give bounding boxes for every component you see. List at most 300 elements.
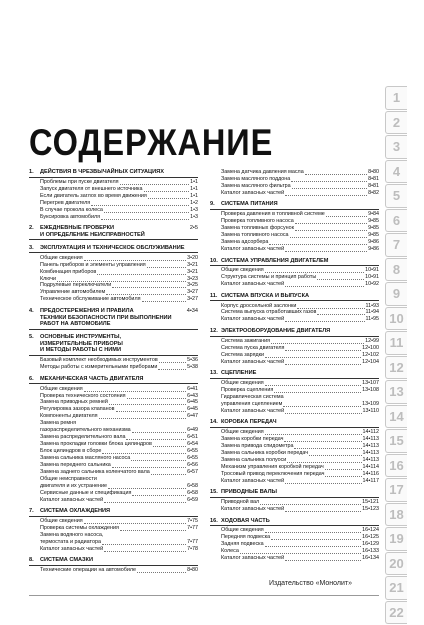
toc-entry-title: Общие сведения xyxy=(221,267,264,274)
toc-entry-title: Базовый комплект необходимых инструментов xyxy=(40,357,158,364)
section-tab-7[interactable]: 7 xyxy=(385,233,407,257)
toc-entry-title: Замена коробки передач xyxy=(221,436,284,443)
toc-entry[interactable] xyxy=(29,386,198,393)
toc-entry[interactable] xyxy=(29,427,198,434)
toc-section-title: ЭКСПЛУАТАЦИЯ И ТЕХНИЧЕСКОЕ ОБСЛУЖИВАНИЕ xyxy=(40,244,185,251)
toc-section-title: ПРЕДОСТЕРЕЖЕНИЯ И ПРАВИЛА ТЕХНИКИ БЕЗОПАСНОСТИ ПРИ ВЫПОЛНЕНИИ РАБОТ НА АВТОМОБИЛЕ xyxy=(40,307,172,328)
dot-leader xyxy=(297,303,364,309)
toc-entry-title: Запуск двигателя от внешнего источника xyxy=(40,185,143,192)
dot-leader xyxy=(126,434,186,440)
toc-entry[interactable] xyxy=(29,255,198,262)
dot-leader xyxy=(120,179,190,185)
toc-entry-title: Замена масляного фильтра xyxy=(221,182,291,189)
toc-entry-title: Управление автомобилем xyxy=(40,289,106,296)
toc-entry-page: 7•78 xyxy=(187,545,198,552)
toc-continuation xyxy=(210,169,379,197)
toc-entry-title: Каталог запасных частей xyxy=(40,496,104,503)
dot-leader xyxy=(317,274,364,280)
dot-leader xyxy=(101,214,189,220)
toc-entry-title: Проверка топливного насоса xyxy=(221,218,294,225)
section-tab-6[interactable]: 6 xyxy=(385,209,407,233)
toc-entry[interactable] xyxy=(29,567,198,574)
toc-entry-title: Каталог запасных частей xyxy=(221,189,285,196)
toc-entry[interactable] xyxy=(29,448,198,455)
toc-entry[interactable] xyxy=(29,179,198,186)
toc-section-number: 4. xyxy=(29,307,34,314)
toc-entry-page: 1•1 xyxy=(190,178,198,185)
toc-entry[interactable] xyxy=(210,338,379,345)
section-tab-19[interactable]: 19 xyxy=(385,527,407,551)
dot-leader xyxy=(265,352,361,358)
toc-section-title: ОСНОВНЫЕ ИНСТРУМЕНТЫ, ИЗМЕРИТЕЛЬНЫЕ ПРИБОРЫ И МЕТОДЫ РАБОТЫ С НИМИ xyxy=(40,334,123,354)
toc-entry[interactable] xyxy=(210,555,379,562)
section-tab-13[interactable]: 13 xyxy=(385,380,407,404)
toc-entry-title: газораспределительного механизма xyxy=(40,427,131,434)
toc-entry[interactable] xyxy=(210,316,379,323)
toc-section-heading[interactable] xyxy=(29,225,198,240)
toc-entry-page: 9•85 xyxy=(368,225,379,232)
toc-entry-page: 12•99 xyxy=(365,337,379,344)
toc-section-number: 5. xyxy=(29,334,34,341)
dot-leader xyxy=(148,193,189,199)
dot-leader xyxy=(290,232,368,238)
toc-section-heading[interactable] xyxy=(29,376,198,385)
toc-entry-title: В случае прокола колеса xyxy=(40,206,103,213)
toc-entry-title: Каталог запасных частей xyxy=(221,245,285,252)
toc-section-heading[interactable] xyxy=(210,419,379,428)
toc-section xyxy=(29,245,198,303)
toc-entry-page: 7•77 xyxy=(187,538,198,545)
toc-entry[interactable] xyxy=(210,183,379,190)
toc-right-sections xyxy=(210,201,379,562)
dot-leader xyxy=(84,255,186,261)
toc-entry-title: Передняя подвеска xyxy=(221,534,271,541)
toc-entry-title: Замена переднего сальника xyxy=(40,462,111,469)
toc-entry[interactable] xyxy=(210,478,379,485)
toc-entry[interactable] xyxy=(210,499,379,506)
toc-entry[interactable] xyxy=(210,246,379,253)
toc-entry[interactable] xyxy=(210,281,379,288)
toc-entry[interactable] xyxy=(29,399,198,406)
toc-entry[interactable] xyxy=(29,462,198,469)
toc-section xyxy=(210,518,379,563)
toc-entry-title: Общие сведения xyxy=(221,379,264,386)
toc-entry[interactable] xyxy=(29,282,198,289)
toc-entry[interactable] xyxy=(29,413,198,420)
toc-entry[interactable] xyxy=(210,359,379,366)
toc-entry-page: 14•113 xyxy=(362,449,379,456)
section-tab-10[interactable]: 10 xyxy=(385,307,407,331)
toc-entry-page: 12•102 xyxy=(362,351,379,358)
toc-section-title: ПРИВОДНЫЕ ВАЛЫ xyxy=(221,489,278,496)
toc-entry-page: 1•1 xyxy=(190,192,198,199)
toc-entry-page: 8•80 xyxy=(187,567,198,574)
toc-entry[interactable] xyxy=(29,193,198,200)
toc-section xyxy=(210,370,379,415)
dot-leader xyxy=(132,427,186,433)
toc-entry[interactable] xyxy=(29,214,198,221)
toc-entry-title: Буксировка автомобиля xyxy=(40,213,101,220)
toc-entry-title: Механизм управления коробкой передач xyxy=(221,463,324,470)
toc-entry-page: 6•58 xyxy=(187,482,198,489)
toc-entry[interactable] xyxy=(29,186,198,193)
toc-entry[interactable] xyxy=(210,471,379,478)
toc-entry-page: 11•93 xyxy=(365,302,379,309)
toc-entry-page: 3•21 xyxy=(187,268,198,275)
dot-leader xyxy=(265,527,361,533)
dot-leader xyxy=(265,541,361,547)
dot-leader xyxy=(158,364,186,370)
toc-entry-page: 7•77 xyxy=(187,525,198,532)
toc-section-heading[interactable] xyxy=(210,518,379,527)
toc-entry-page: 6•49 xyxy=(187,427,198,434)
toc-entry[interactable] xyxy=(210,176,379,183)
toc-entry[interactable] xyxy=(29,200,198,207)
toc-entry[interactable] xyxy=(29,434,198,441)
section-tab-21[interactable]: 21 xyxy=(385,576,407,600)
toc-section-title: КОРОБКА ПЕРЕДАЧ xyxy=(221,419,277,426)
toc-entry[interactable] xyxy=(29,490,198,497)
toc-entry[interactable] xyxy=(210,239,379,246)
toc-section-heading[interactable] xyxy=(29,308,198,330)
dot-leader xyxy=(294,443,361,449)
toc-entry-page: 13•109 xyxy=(362,400,379,407)
dot-leader xyxy=(102,539,186,545)
dot-leader xyxy=(292,183,367,189)
dot-leader xyxy=(147,262,186,268)
toc-entry-page: 8•81 xyxy=(368,175,379,182)
toc-entry[interactable] xyxy=(210,527,379,534)
toc-section-number: 10. xyxy=(210,257,218,264)
toc-entry-title: Каталог запасных частей xyxy=(221,555,285,562)
toc-entry-page: 9•86 xyxy=(368,239,379,245)
dot-leader xyxy=(285,246,367,252)
dot-leader xyxy=(283,401,361,407)
toc-entry[interactable] xyxy=(210,303,379,310)
toc-entry[interactable] xyxy=(29,420,198,427)
dot-leader xyxy=(285,281,364,287)
dot-leader xyxy=(142,296,187,302)
toc-entry-page: 6•55 xyxy=(187,448,198,455)
toc-entry-page: 9•84 xyxy=(368,211,379,218)
toc-entry[interactable] xyxy=(29,483,198,490)
dot-leader xyxy=(305,169,367,175)
section-tab-1[interactable]: 1 xyxy=(385,86,407,110)
toc-entry[interactable] xyxy=(29,262,198,269)
toc-entry[interactable] xyxy=(210,457,379,464)
toc-entry[interactable] xyxy=(29,276,198,283)
toc-entry[interactable] xyxy=(210,408,379,415)
dot-leader xyxy=(102,448,186,454)
toc-entry-title: Подрулевые переключатели xyxy=(40,282,112,289)
toc-entry-title: Технические операции на автомобиле xyxy=(40,567,137,574)
dot-leader xyxy=(112,462,186,468)
toc-entry[interactable] xyxy=(29,546,198,553)
toc-entry-title: Перегрев двигателя xyxy=(40,199,91,206)
section-tab-22[interactable]: 22 xyxy=(385,601,407,625)
toc-entry[interactable] xyxy=(210,218,379,225)
toc-entry-title: Каталог запасных частей xyxy=(221,506,285,513)
toc-section-heading[interactable] xyxy=(29,169,198,178)
dot-leader xyxy=(284,436,361,442)
toc-entry-page: 3•20 xyxy=(187,254,198,261)
toc-section-page: 2•5 xyxy=(189,225,198,232)
dot-leader xyxy=(285,190,367,196)
toc-entry-page: 6•55 xyxy=(187,455,198,462)
toc-entry-title: Если двигатель заглох во время движения xyxy=(40,192,147,199)
toc-entry[interactable] xyxy=(210,443,379,450)
dot-leader xyxy=(285,555,361,561)
toc-entry-page: 13•110 xyxy=(362,407,379,414)
toc-section xyxy=(210,293,379,324)
toc-entry[interactable] xyxy=(29,269,198,276)
toc-entry-title: Система зажигания xyxy=(221,337,271,344)
section-tab-16[interactable]: 16 xyxy=(385,454,407,478)
section-tab-12[interactable]: 12 xyxy=(385,356,407,380)
toc-entry[interactable] xyxy=(210,345,379,352)
toc-entry-page: 10•91 xyxy=(365,267,379,274)
toc-entry-title: Методы работы с измерительными приборами xyxy=(40,364,158,371)
dot-leader xyxy=(285,345,361,351)
toc-section xyxy=(210,489,379,513)
toc-entry-page: 15•123 xyxy=(362,506,379,513)
toc-entry[interactable] xyxy=(210,352,379,359)
toc-entry-title: Общие сведения xyxy=(40,518,83,525)
toc-entry-title: Задняя подвеска xyxy=(221,541,264,548)
toc-entry[interactable] xyxy=(210,450,379,457)
toc-entry-page: 1•3 xyxy=(190,213,198,220)
dot-leader xyxy=(84,518,186,524)
toc-entry[interactable] xyxy=(29,497,198,504)
toc-entry[interactable] xyxy=(29,289,198,296)
toc-entry-title: Каталог запасных частей xyxy=(221,477,285,484)
section-tab-11[interactable]: 11 xyxy=(385,331,407,355)
toc-entry[interactable] xyxy=(210,429,379,436)
toc-entry-page: 6•43 xyxy=(187,392,198,399)
toc-entry-title: Панель приборов и элементы управления xyxy=(40,261,146,268)
toc-section-number: 7. xyxy=(29,508,34,515)
dot-leader xyxy=(106,289,186,295)
toc-entry[interactable] xyxy=(29,455,198,462)
toc-entry-title: Проверка сцепления xyxy=(221,386,274,393)
toc-entry-title: управления сцеплением xyxy=(221,400,283,407)
toc-entry[interactable] xyxy=(210,211,379,218)
toc-section xyxy=(29,308,198,330)
toc-entry-page: 7•75 xyxy=(187,518,198,525)
dot-leader xyxy=(153,441,186,447)
dot-leader xyxy=(104,207,189,213)
toc-section-title: СИСТЕМА ВПУСКА И ВЫПУСКА xyxy=(221,292,310,299)
toc-entry-title: Система зарядки xyxy=(221,351,265,358)
toc-entry-title: Блок цилиндров в сборе xyxy=(40,448,102,455)
dot-leader xyxy=(116,406,187,412)
toc-entry-page: 14•116 xyxy=(362,470,379,477)
toc-section xyxy=(29,376,198,504)
toc-section xyxy=(210,201,379,253)
toc-section-heading[interactable] xyxy=(29,508,198,517)
toc-entry[interactable] xyxy=(210,169,379,176)
section-tabs xyxy=(385,86,407,625)
toc-entry[interactable] xyxy=(29,525,198,532)
toc-entry-page: 9•85 xyxy=(368,232,379,239)
section-tab-8[interactable]: 8 xyxy=(385,258,407,282)
toc-section-heading[interactable] xyxy=(29,334,198,356)
section-tab-17[interactable]: 17 xyxy=(385,478,407,502)
toc-entry[interactable] xyxy=(210,401,379,408)
toc-entry-title: Общие сведения xyxy=(221,429,264,436)
toc-section-heading[interactable] xyxy=(210,328,379,337)
toc-entry[interactable] xyxy=(210,436,379,443)
toc-entry-page: 16•133 xyxy=(362,548,379,555)
toc-section-heading[interactable] xyxy=(210,258,379,267)
dot-leader xyxy=(325,471,361,477)
toc-entry[interactable] xyxy=(210,387,379,394)
toc-entry[interactable] xyxy=(210,380,379,387)
toc-section-title: СИСТЕМА ПИТАНИЯ xyxy=(221,201,278,208)
toc-section-title: МЕХАНИЧЕСКАЯ ЧАСТЬ ДВИГАТЕЛЯ xyxy=(40,375,144,382)
toc-section-heading[interactable] xyxy=(29,245,198,254)
toc-entry-title: Тросовый привод переключения передач xyxy=(221,470,325,477)
section-tab-14[interactable]: 14 xyxy=(385,405,407,429)
toc-section-number: 15. xyxy=(210,489,218,496)
dot-leader xyxy=(127,393,187,399)
toc-entry[interactable] xyxy=(29,476,198,483)
toc-section-heading[interactable] xyxy=(29,557,198,566)
toc-entry-title: Проверка давления в топливной системе xyxy=(221,211,325,218)
dot-leader xyxy=(91,200,189,206)
toc-section xyxy=(29,334,198,371)
toc-entry[interactable] xyxy=(210,541,379,548)
dot-leader xyxy=(265,267,364,273)
toc-entry[interactable] xyxy=(29,357,198,364)
toc-entry-page: 6•58 xyxy=(187,489,198,496)
toc-entry[interactable] xyxy=(210,534,379,541)
toc-entry-title: Замена приводных ремней xyxy=(40,399,108,406)
toc-entry[interactable] xyxy=(29,469,198,476)
toc-entry[interactable] xyxy=(210,506,379,513)
toc-section-heading[interactable] xyxy=(210,489,379,498)
dot-leader xyxy=(144,186,190,192)
toc-entry-title: Проблемы при пуске двигателя xyxy=(40,178,119,185)
toc-section-number: 3. xyxy=(29,244,34,251)
footer-divider xyxy=(29,595,379,596)
toc-entry-page: 1•3 xyxy=(190,206,198,213)
toc-entry[interactable] xyxy=(29,406,198,413)
toc-section-number: 12. xyxy=(210,327,218,334)
toc-entry-page: 3•27 xyxy=(187,289,198,296)
toc-entry-page: 6•57 xyxy=(187,468,198,475)
toc-entry-title: Каталог запасных частей xyxy=(221,358,285,365)
toc-section xyxy=(29,169,198,221)
toc-entry[interactable] xyxy=(210,394,379,401)
toc-section-title: ЭЛЕКТРООБОРУДОВАНИЕ ДВИГАТЕЛЯ xyxy=(221,327,331,334)
toc-entry-page: 16•129 xyxy=(362,541,379,548)
dot-leader xyxy=(104,497,186,503)
toc-column-left xyxy=(29,169,198,579)
toc-entry-page: 14•113 xyxy=(362,436,379,443)
toc-entry-page: 3•21 xyxy=(187,261,198,268)
toc-section-title: СЦЕПЛЕНИЕ xyxy=(221,370,257,377)
toc-entry[interactable] xyxy=(29,532,198,539)
section-tab-3[interactable]: 3 xyxy=(385,135,407,159)
toc-section-number: 1. xyxy=(29,169,34,175)
dot-leader xyxy=(285,359,361,365)
toc-entry-page: 3•23 xyxy=(187,275,198,282)
toc-entry-page: 3•25 xyxy=(187,282,198,289)
toc-section-heading[interactable] xyxy=(210,293,379,302)
toc-entry-page: 14•113 xyxy=(362,442,379,449)
toc-entry-page: 13•107 xyxy=(362,379,379,386)
toc-entry[interactable] xyxy=(29,441,198,448)
toc-entry[interactable] xyxy=(29,364,198,371)
section-tab-9[interactable]: 9 xyxy=(385,282,407,306)
toc-section-number: 9. xyxy=(210,201,215,208)
toc-entry[interactable] xyxy=(29,207,198,214)
toc-entry-title: термостата и радиатора xyxy=(40,538,101,545)
dot-leader xyxy=(84,386,186,392)
section-tab-5[interactable]: 5 xyxy=(385,184,407,208)
toc-entry-page: 6•56 xyxy=(187,462,198,469)
toc-entry-page: 1•2 xyxy=(190,199,198,206)
toc-entry-title: Замена привода спидометра xyxy=(221,442,294,449)
toc-entry[interactable] xyxy=(210,232,379,239)
section-tab-20[interactable]: 20 xyxy=(385,552,407,576)
dot-leader xyxy=(151,469,186,475)
dot-leader xyxy=(326,211,367,217)
toc-section-title: СИСТЕМА ОХЛАЖДЕНИЯ xyxy=(40,508,111,515)
dot-leader xyxy=(295,225,367,231)
toc-entry-page: 6•54 xyxy=(187,441,198,448)
toc-entry-page: 14•113 xyxy=(362,456,379,463)
toc-entry[interactable] xyxy=(210,267,379,274)
dot-leader xyxy=(57,276,186,282)
toc-entry[interactable] xyxy=(29,518,198,525)
toc-entry[interactable] xyxy=(210,225,379,232)
toc-section-heading[interactable] xyxy=(210,201,379,210)
toc-entry-title: Замена водяного насоса, xyxy=(40,532,104,539)
toc-entry-title: Каталог запасных частей xyxy=(221,407,285,414)
toc-section-title: ДЕЙСТВИЯ В ЧРЕЗВЫЧАЙНЫХ СИТУАЦИЯХ xyxy=(40,169,164,175)
toc-entry-page: 3•27 xyxy=(187,296,198,303)
toc-section-page: 4•34 xyxy=(186,307,198,314)
dot-leader xyxy=(317,309,364,315)
toc-section-number: 2. xyxy=(29,225,34,232)
toc-entry[interactable] xyxy=(210,464,379,471)
toc-entry-title: Замена датчика давления масла xyxy=(221,169,304,175)
toc-section-heading[interactable] xyxy=(210,370,379,379)
toc-entry-page: 9•85 xyxy=(368,218,379,225)
toc-entry-page: 12•100 xyxy=(362,344,379,351)
page-title: СОДЕРЖАНИЕ xyxy=(29,122,274,163)
dot-leader xyxy=(285,408,361,414)
section-tab-15[interactable]: 15 xyxy=(385,429,407,453)
toc-section-title: СИСТЕМА СМАЗКИ xyxy=(40,557,93,564)
toc-section-number: 14. xyxy=(210,419,218,426)
toc-entry[interactable] xyxy=(29,296,198,303)
dot-leader xyxy=(287,457,361,463)
toc-entry[interactable] xyxy=(210,190,379,197)
toc-section-number: 16. xyxy=(210,517,218,524)
dot-leader xyxy=(271,338,364,344)
toc-entry-page: 11•94 xyxy=(365,309,379,316)
section-tab-4[interactable]: 4 xyxy=(385,160,407,184)
toc-entry-title: Корпус дроссельной заслонки xyxy=(221,302,297,309)
dot-leader xyxy=(104,546,186,552)
section-tab-2[interactable]: 2 xyxy=(385,111,407,135)
toc-entry-title: двигателя и их устранение xyxy=(40,482,108,489)
toc-entry[interactable] xyxy=(29,539,198,546)
section-tab-18[interactable]: 18 xyxy=(385,503,407,527)
